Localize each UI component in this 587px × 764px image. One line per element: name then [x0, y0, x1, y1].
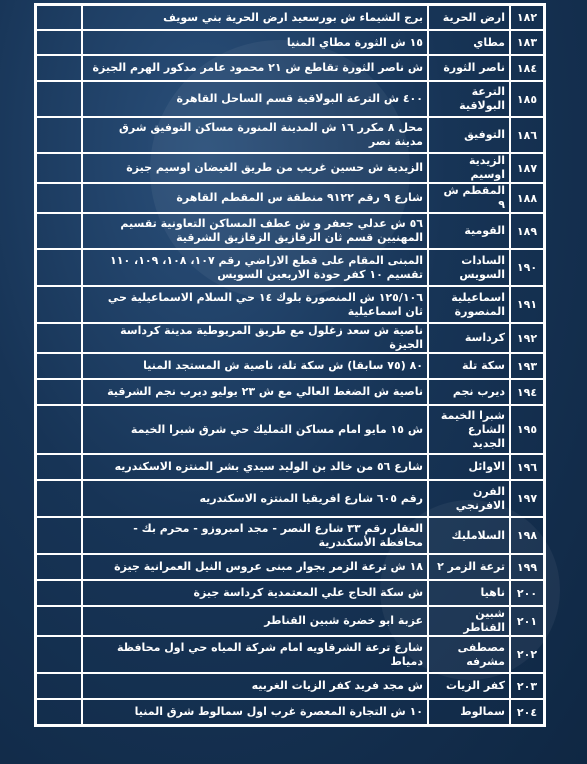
branch-address: رقم ٦٠٥ شارع افريقيا المنتزه الاسكندريه: [82, 480, 428, 517]
table-row: [36, 517, 544, 554]
branch-name: ناهيا: [428, 580, 510, 606]
table-row: [36, 480, 544, 517]
row-number: ١٨٢: [510, 5, 544, 30]
row-number: ١٩٣: [510, 353, 544, 379]
table-row: [36, 405, 544, 454]
row-number: ١٨٦: [510, 117, 544, 153]
empty-cell: [36, 480, 82, 517]
branch-name: سمالوط: [428, 699, 510, 725]
branch-name: الاوائل: [428, 454, 510, 480]
empty-cell: [36, 517, 82, 554]
branch-name: الترعة البولاقية: [428, 81, 510, 117]
empty-cell: [36, 379, 82, 405]
branch-address: المبنى المقام على قطع الاراضي رقم ١٠٧، ١٠٨، ١٠٩، ١١٠ تقسيم ١٠ كفر حودة الاربعين السويس: [82, 249, 428, 286]
branch-address: العقار رقم ٣٣ شارع النصر - مجد امبروزو - محرم بك - محافظة الأسكندرية: [82, 517, 428, 554]
branch-address: شارع ٩ رقم ٩١٢٢ منطقة س المقطم القاهرة: [82, 183, 428, 213]
branch-name: سكة تلة: [428, 353, 510, 379]
branch-address: ناصية ش الضغط العالي مع ش ٢٣ يوليو ديرب نجم الشرقية: [82, 379, 428, 405]
branch-name: مطاي: [428, 30, 510, 55]
row-number: ٢٠٢: [510, 636, 544, 673]
row-number: ١٩٨: [510, 517, 544, 554]
empty-cell: [36, 286, 82, 323]
row-number: ١٩٠: [510, 249, 544, 286]
row-number: ٢٠١: [510, 606, 544, 636]
empty-cell: [36, 153, 82, 183]
empty-cell: [36, 636, 82, 673]
empty-cell: [36, 81, 82, 117]
branch-name: شبين القناطر: [428, 606, 510, 636]
branch-name: شبرا الخيمة الشارع الجديد: [428, 405, 510, 454]
row-number: ١٩٧: [510, 480, 544, 517]
table-row: [36, 606, 544, 636]
row-number: ١٩٩: [510, 554, 544, 580]
branch-address: ٤٠٠ ش الترعة البولاقية قسم الساحل القاهرة: [82, 81, 428, 117]
table-row: [36, 81, 544, 117]
table-row: [36, 454, 544, 480]
row-number: ١٨٣: [510, 30, 544, 55]
empty-cell: [36, 323, 82, 353]
table-row: [36, 286, 544, 323]
branch-address: محل ٨ مكرر ١٦ ش المدينة المنورة مساكن التوفيق شرق مدينة نصر: [82, 117, 428, 153]
row-number: ١٨٨: [510, 183, 544, 213]
branch-address: ش مجد فريد كفر الزيات الغربيه: [82, 673, 428, 699]
table-row: [36, 379, 544, 405]
branch-name: كرداسة: [428, 323, 510, 353]
row-number: ١٨٥: [510, 81, 544, 117]
branch-address: عزبة ابو خضرة شبين القناطر: [82, 606, 428, 636]
branch-address: برج الشيماء ش بورسعيد ارض الحرية بني سويف: [82, 5, 428, 30]
table-row: [36, 673, 544, 699]
table-row: [36, 353, 544, 379]
table-row: [36, 554, 544, 580]
branch-address: الزيدية ش حسين غريب من طريق الغيضان اوسيم جيزة: [82, 153, 428, 183]
row-number: ١٩١: [510, 286, 544, 323]
table-row: [36, 249, 544, 286]
table-row: [36, 153, 544, 183]
branch-address: ش ١٥ مايو امام مساكن التمليك حي شرق شبرا الخيمة: [82, 405, 428, 454]
table-row: [36, 183, 544, 213]
branch-name: الزيدية اوسيم: [428, 153, 510, 183]
empty-cell: [36, 5, 82, 30]
row-number: ٢٠٠: [510, 580, 544, 606]
empty-cell: [36, 353, 82, 379]
branch-address: ش ناصر الثورة تقاطع ش ٢١ محمود عامر مدكور الهرم الجيزة: [82, 55, 428, 81]
empty-cell: [36, 606, 82, 636]
table-row: [36, 117, 544, 153]
branch-address: ٥٦ ش عدلي جعفر و ش عطف المساكن التعاونية تقسيم المهنيين قسم ثان الزقازيق الزقازيق الشرقية: [82, 213, 428, 249]
empty-cell: [36, 699, 82, 725]
branch-name: المقطم ش ٩: [428, 183, 510, 213]
table-row: [36, 636, 544, 673]
empty-cell: [36, 580, 82, 606]
branch-name: ترعة الزمر ٢: [428, 554, 510, 580]
table-row: [36, 699, 544, 725]
table-row: [36, 213, 544, 249]
empty-cell: [36, 117, 82, 153]
branch-address-table: [34, 3, 546, 727]
row-number: ١٩٦: [510, 454, 544, 480]
branch-name: القومية: [428, 213, 510, 249]
branch-address: ١٢٥/١٠٦ ش المنصورة بلوك ١٤ حي السلام الاسماعيلية حي ثان اسماعيلية: [82, 286, 428, 323]
branch-address: شارع ترعة الشرقاويه امام شركة المياه حي اول محافظة دمياط: [82, 636, 428, 673]
branch-name: الفرن الافرنجي: [428, 480, 510, 517]
empty-cell: [36, 183, 82, 213]
branch-name: السادات السويس: [428, 249, 510, 286]
branch-address: شارع ٥٦ من خالد بن الوليد سيدي بشر المنتزه الاسكندريه: [82, 454, 428, 480]
branch-name: السلامليك: [428, 517, 510, 554]
branch-name: مصطفى مشرفه: [428, 636, 510, 673]
empty-cell: [36, 454, 82, 480]
row-number: ١٨٩: [510, 213, 544, 249]
table-row: [36, 580, 544, 606]
empty-cell: [36, 55, 82, 81]
empty-cell: [36, 405, 82, 454]
row-number: ١٩٤: [510, 379, 544, 405]
table-body: [36, 5, 544, 725]
row-number: ٢٠٤: [510, 699, 544, 725]
row-number: ١٩٢: [510, 323, 544, 353]
row-number: ١٨٧: [510, 153, 544, 183]
empty-cell: [36, 554, 82, 580]
branch-address: ش سكة الحاج علي المعتمدية كرداسة جيزة: [82, 580, 428, 606]
table-row: [36, 323, 544, 353]
branch-name: ناصر الثورة: [428, 55, 510, 81]
branch-address: ١٠ ش التجارة المعصرة غرب اول سمالوط شرق المنيا: [82, 699, 428, 725]
branch-address: ١٨ ش ترعة الزمر بجوار مبنى عروس النيل العمرانية جيزة: [82, 554, 428, 580]
branch-name: التوفيق: [428, 117, 510, 153]
empty-cell: [36, 673, 82, 699]
branch-address: ٨٠ (٧٥ سابقا) ش سكة تلة، ناصية ش المستجد المنيا: [82, 353, 428, 379]
branch-name: اسماعيلية المنصورة: [428, 286, 510, 323]
table-row: [36, 55, 544, 81]
table-row: [36, 30, 544, 55]
row-number: ٢٠٣: [510, 673, 544, 699]
branch-name: ارض الحرية: [428, 5, 510, 30]
empty-cell: [36, 30, 82, 55]
branch-name: ديرب نجم: [428, 379, 510, 405]
empty-cell: [36, 213, 82, 249]
branch-address: ١٥ ش الثورة مطاي المنيا: [82, 30, 428, 55]
row-number: ١٨٤: [510, 55, 544, 81]
branch-name: كفر الزيات: [428, 673, 510, 699]
empty-cell: [36, 249, 82, 286]
table-row: [36, 5, 544, 30]
branch-address: ناصية ش سعد زغلول مع طريق المريوطية مدينة كرداسة الجيزة: [82, 323, 428, 353]
row-number: ١٩٥: [510, 405, 544, 454]
